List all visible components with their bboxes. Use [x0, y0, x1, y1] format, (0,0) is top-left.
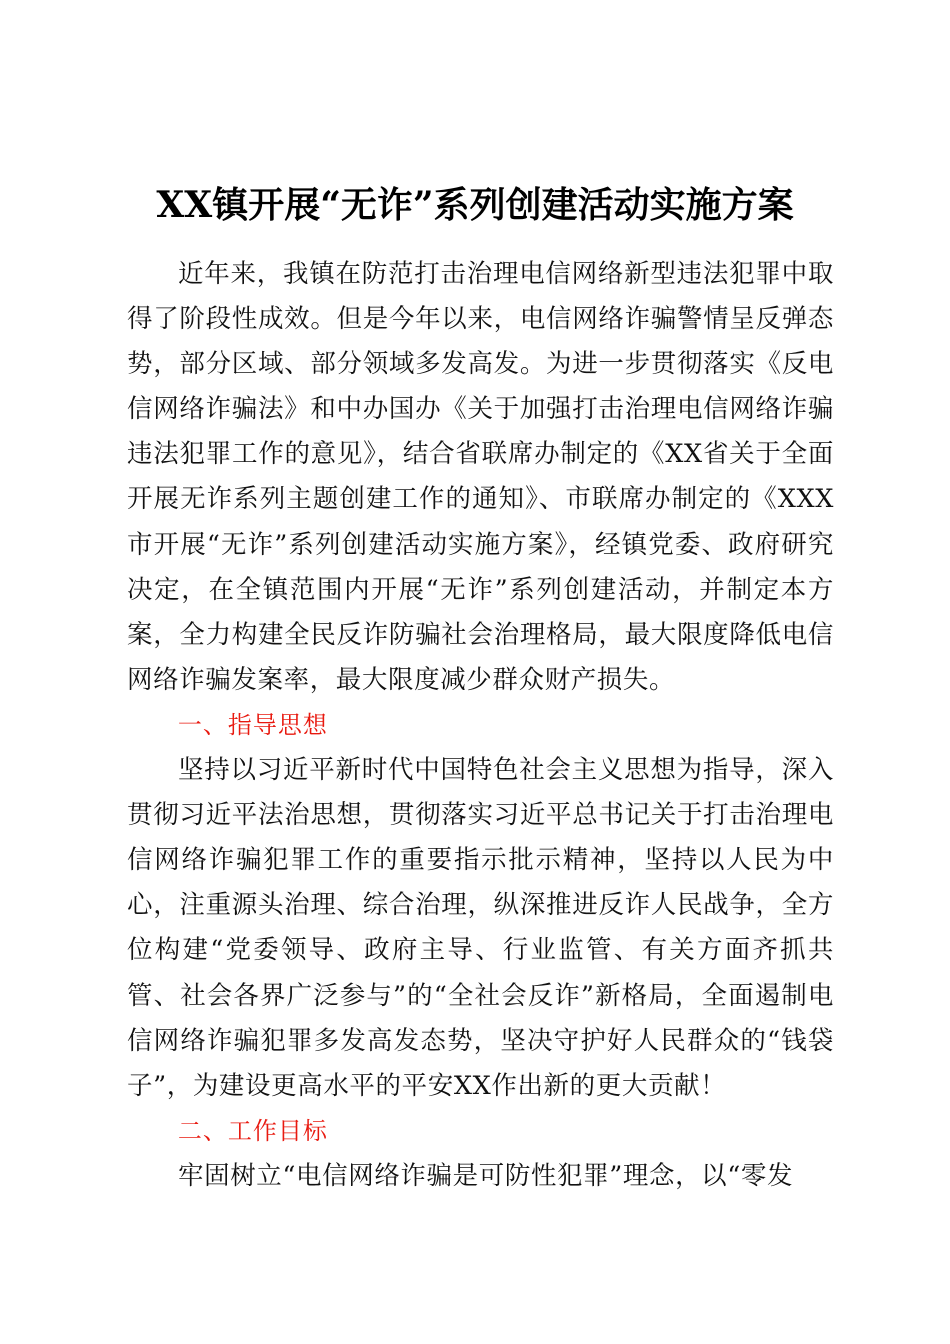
document-body	[127, 252, 834, 1199]
document-title: XX镇开展“无诈”系列创建活动实施方案	[156, 184, 794, 226]
section-heading-work-goals: 二、工作目标	[177, 1116, 328, 1145]
section-paragraph-work-goals: 牢固树立“电信网络诈骗是可防性犯罪”理念，以“零发	[178, 1160, 794, 1191]
section-heading-guiding-ideology: 一、指导思想	[177, 710, 328, 739]
intro-paragraph: 近年来，我镇在防范打击治理电信网络新型违法犯罪中取得了阶段性成效。但是今年以来，电信网络诈骗警情呈反弹态势，部分区域、部分领域多发高发。为进一步贯彻落实《反电信网络诈骗法》和中办国办《关于加强打击治理电信网络诈骗违法犯罪工作的意见》，结合省联席办制定的《XX省关于全面开展无诈系列主题创建工作的通知》、市联席办制定的《XXX市开展“无诈”系列创建活动实施方案》，经镇党委、政府研究决定，在全镇范围内开展“无诈”系列创建活动，并制定本方案，全力构建全民反诈防骗社会治理格局，最大限度降低电信网络诈骗发案率，最大限度减少群众财产损失。	[127, 259, 834, 695]
section-paragraph-guiding-ideology: 坚持以习近平新时代中国特色社会主义思想为指导，深入贯彻习近平法治思想，贯彻落实习近平总书记关于打击治理电信网络诈骗犯罪工作的重要指示批示精神，坚持以人民为中心，注重源头治理、综合治理，纵深推进反诈人民战争，全方位构建“党委领导、政府主导、行业监管、有关方面齐抓共管、社会各界广泛参与”的“全社会反诈”新格局，全面遏制电信网络诈骗犯罪多发高发态势，坚决守护好人民群众的“钱袋子”，为建设更高水平的平安XX作出新的更大贡献！	[127, 755, 834, 1101]
